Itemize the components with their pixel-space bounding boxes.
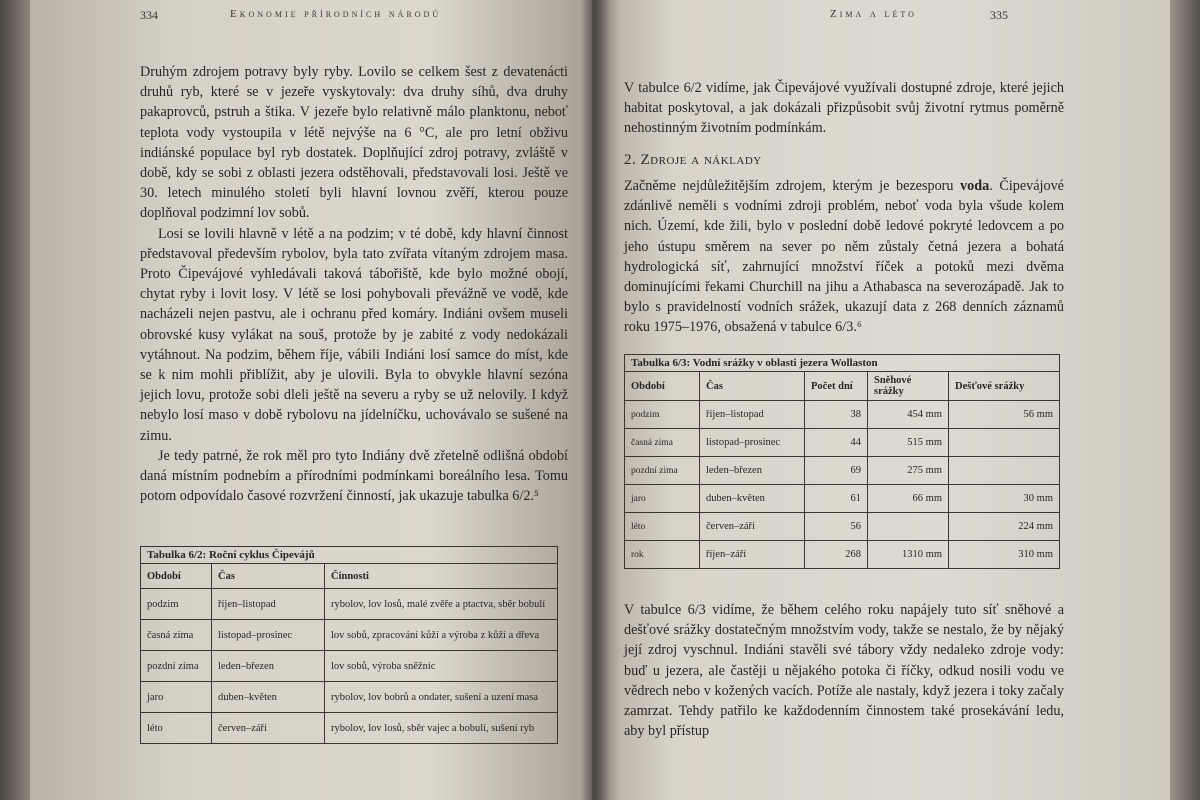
cell: červen–září bbox=[700, 513, 805, 541]
cell bbox=[949, 457, 1060, 485]
table-precipitation bbox=[624, 354, 1060, 569]
bold-term: voda bbox=[960, 178, 990, 194]
col-header: Sněhové srážky bbox=[868, 372, 949, 401]
cell: lov sobů, zpracování kůží a výroba z kůží a dřeva bbox=[325, 620, 558, 651]
section-paragraph bbox=[624, 176, 1064, 338]
cell: jaro bbox=[625, 485, 700, 513]
cell bbox=[949, 429, 1060, 457]
table-row bbox=[141, 589, 558, 620]
table-row bbox=[141, 620, 558, 651]
cell: časná zima bbox=[141, 620, 212, 651]
cell: duben–květen bbox=[212, 682, 325, 713]
col-header: Počet dní bbox=[805, 372, 868, 401]
cell: leden–březen bbox=[700, 457, 805, 485]
intro-paragraph: V tabulce 6/2 vidíme, jak Čipevájové využívali dostupné zdroje, které jejich habitat poskytoval, a jak dokázali přizpůsobit svůj životní rytmus poměrně nehostinným životním podmínkám. bbox=[624, 80, 1064, 137]
cell: pozdní zima bbox=[141, 651, 212, 682]
table-row bbox=[141, 651, 558, 682]
cell: říjen–září bbox=[700, 541, 805, 569]
paragraph: Druhým zdrojem potravy byly ryby. Lovilo se celkem šest z devatenácti druhů ryb, které se v jezeře vyskytovaly: dva druhy síhů, dva druhy pakaprovců, pstruh a štika. V jezeře bylo relativně málo planktonu, neboť teplota vody vystoupila v létě nejvýše na 6 °C, ale pro letní obživu indiánské populace byl ryb dostatek. Doplňující zdroj potravy, zvláště v době, kdy se sobi z oblasti jezera odstěhovali, představovali losi. Ještě ve 30. letech minulého století byli hlavní lovnou zvěří, kterou pouze doplňoval podzimní lov sobů. bbox=[140, 64, 568, 222]
cell: rybolov, lov losů, malé zvěře a ptactva, sběr bobulí bbox=[325, 589, 558, 620]
cell: duben–květen bbox=[700, 485, 805, 513]
table-caption: Tabulka 6/3: Vodní srážky v oblasti jezera Wollaston bbox=[624, 354, 1060, 371]
cell: 515 mm bbox=[868, 429, 949, 457]
table-row bbox=[141, 713, 558, 744]
cell: rybolov, lov losů, sběr vajec a bobulí, sušení ryb bbox=[325, 713, 558, 744]
col-header: Období bbox=[625, 372, 700, 401]
table-row bbox=[625, 485, 1060, 513]
paragraph: Losi se lovili hlavně v létě a na podzim; v té době, kdy hlavní činnost představoval především rybolov, byla tato zvířata vítaným zdrojem masa. Proto Čipevájové vyhledávali taková tábořiště, kde bylo možné obojí, chytat ryby i lovit losy. V létě se losi pohybovali převážně ve vodě, kde nacházeli nejen pastvu, ale i ochranu před komáry. Indiáni ovšem museli obrovské kusy vylákat na souš, protože by je zabité z vody nedokázali vytáhnout. Na podzim, během říje, vábili Indiáni losí samce do míst, kde se k nim mohli přiblížit, aby je ulovili. Byla to obvykle hlavní sezóna jejich lovu, protože sobi dleli ještě na severu a ryby se už nelovily. I když nebylo losí maso v době rybolovu na jídelníčku, uchovávalo se sušené na zimu. bbox=[140, 225, 568, 444]
body-text bbox=[140, 62, 568, 506]
book-spine-shadow bbox=[580, 0, 610, 800]
running-head: Ekonomie přírodních národů bbox=[230, 8, 442, 20]
cell: 268 bbox=[805, 541, 868, 569]
book-edge-left bbox=[0, 0, 30, 800]
cell: 38 bbox=[805, 401, 868, 429]
text-run: . Čipevájové zdánlivě neměli s vodními zdroji problém, neboť voda byla všude kolem nich. Území, kde žili, bylo v poslední době ledové pokryté ledovcem a po jeho ústupu směrem na sever po něm zůstaly četná jezera a bohatá hydrologická síť, zahrnující množství říček a potoků mezi dvěma dominujícími řekami Churchill na jihu a Athabasca na severozápadě. Jak to bylo s pravidelností vodních srážek, ukazují data z 268 denních záznamů roku 1975–1976, obsažená v tabulce 6/3.⁶ bbox=[624, 178, 1064, 336]
cell: leden–březen bbox=[212, 651, 325, 682]
col-header: Čas bbox=[700, 372, 805, 401]
cell: pozdní zima bbox=[625, 457, 700, 485]
col-header: Dešťové srážky bbox=[949, 372, 1060, 401]
col-header: Činnosti bbox=[325, 564, 558, 589]
cell: 275 mm bbox=[868, 457, 949, 485]
cell: léto bbox=[625, 513, 700, 541]
table-row bbox=[141, 682, 558, 713]
cell: jaro bbox=[141, 682, 212, 713]
cell: říjen–listopad bbox=[212, 589, 325, 620]
table-row bbox=[625, 429, 1060, 457]
cell: listopad–prosinec bbox=[700, 429, 805, 457]
table-row bbox=[625, 541, 1060, 569]
page-number: 335 bbox=[990, 8, 1008, 22]
cell: 1310 mm bbox=[868, 541, 949, 569]
cell: červen–září bbox=[212, 713, 325, 744]
cell: rybolov, lov bobrů a ondater, sušení a uzení masa bbox=[325, 682, 558, 713]
col-header: Období bbox=[141, 564, 212, 589]
cell: 66 mm bbox=[868, 485, 949, 513]
cell: 310 mm bbox=[949, 541, 1060, 569]
book-edge-right bbox=[1170, 0, 1200, 800]
table-annual-cycle bbox=[140, 546, 558, 744]
closing-paragraph: V tabulce 6/3 vidíme, že během celého roku napájely tuto síť sněhové a dešťové srážky dostatečným množstvím vody, takže se nestalo, že by nějaký její zdroj vyschnul. Indiáni stavěli své tábory vždy nedaleko zdroje vody: buď u jezera, ale častěji u nějakého potoka či říčky, odkud nosili vodu ve vědrech nebo v kožených vacích. Potíže ale nastaly, když jezera i toky začaly zamrzat. Tehdy patřilo ke každodenním činnostem také prosekávání ledu, aby byl přístup bbox=[624, 602, 1064, 740]
cell bbox=[868, 513, 949, 541]
cell: 69 bbox=[805, 457, 868, 485]
cell: 30 mm bbox=[949, 485, 1060, 513]
cell: listopad–prosinec bbox=[212, 620, 325, 651]
cell: říjen–listopad bbox=[700, 401, 805, 429]
page-number: 334 bbox=[140, 8, 158, 22]
cell: lov sobů, výroba sněžnic bbox=[325, 651, 558, 682]
cell: léto bbox=[141, 713, 212, 744]
cell: 61 bbox=[805, 485, 868, 513]
paragraph: Je tedy patrné, že rok měl pro tyto Indiány dvě zřetelně odlišná období daná místním podnebím a přírodními podmínkami boreálního lesa. Tomu potom odpovídalo časové rozvržení činností, jak ukazuje tabulka 6/2.⁵ bbox=[140, 447, 568, 505]
right-page bbox=[592, 0, 1170, 800]
cell: 224 mm bbox=[949, 513, 1060, 541]
cell: 56 bbox=[805, 513, 868, 541]
table-row bbox=[625, 457, 1060, 485]
table-row bbox=[625, 513, 1060, 541]
col-header: Čas bbox=[212, 564, 325, 589]
table-caption: Tabulka 6/2: Roční cyklus Čipevájů bbox=[140, 546, 558, 563]
cell: časná zima bbox=[625, 429, 700, 457]
section-heading: 2. Zdroje a náklady bbox=[624, 152, 762, 168]
text-run: Začněme nejdůležitějším zdrojem, kterým je bezesporu bbox=[624, 178, 961, 194]
table-row bbox=[625, 401, 1060, 429]
cell: rok bbox=[625, 541, 700, 569]
cell: podzim bbox=[141, 589, 212, 620]
left-page bbox=[30, 0, 605, 800]
running-head: Zima a léto bbox=[830, 8, 917, 20]
cell: 454 mm bbox=[868, 401, 949, 429]
cell: 56 mm bbox=[949, 401, 1060, 429]
cell: 44 bbox=[805, 429, 868, 457]
cell: podzim bbox=[625, 401, 700, 429]
